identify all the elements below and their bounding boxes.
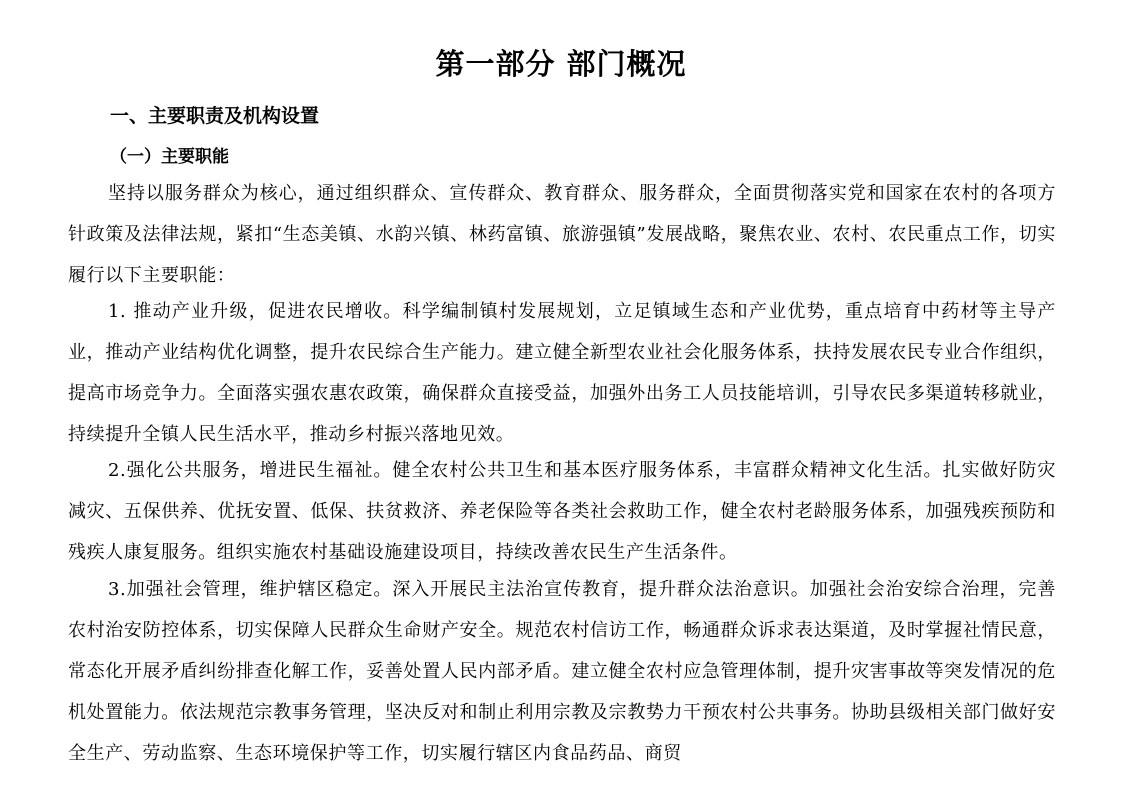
subsection-heading: （一）主要职能 bbox=[110, 147, 229, 167]
intro-paragraph: 坚持以服务群众为核心，通过组织群众、宣传群众、教育群众、服务群众，全面贯彻落实党和国家在农村的各项方针政策及法律法规，紧扣“生态美镇、水韵兴镇、林药富镇、旅游强镇”发展战略，聚焦农业、农村、农民重点工作，切实履行以下主要职能： bbox=[68, 183, 1056, 286]
duty-item-1-paragraph: 1. 推动产业升级，促进农民增收。科学编制镇村发展规划，立足镇域生态和产业优势，重点培育中药材等主导产业，推动产业结构优化调整，提升农民综合生产能力。建立健全新型农业社会化服务体系，扶持发展农民专业合作组织，提高市场竞争力。全面落实强农惠农政策，确保群众直接受益，加强外出务工人员技能培训，引导农民多渠道转移就业，持续提升全镇人民生活水平，推动乡村振兴落地见效。 bbox=[68, 301, 1056, 445]
page-title: 第一部分 部门概况 bbox=[435, 47, 687, 81]
duty-item-2-paragraph: 2.强化公共服务，增进民生福祉。健全农村公共卫生和基本医疗服务体系，丰富群众精神文化生活。扎实做好防灾减灾、五保供养、优抚安置、低保、扶贫救济、养老保险等各类社会救助工作，健全农村老龄服务体系，加强残疾预防和残疾人康复服务。组织实施农村基础设施建设项目，持续改善农民生产生活条件。 bbox=[68, 460, 1056, 563]
duty-item-3-paragraph: 3.加强社会管理，维护辖区稳定。深入开展民主法治宣传教育，提升群众法治意识。加强社会治安综合治理，完善农村治安防控体系，切实保障人民群众生命财产安全。规范农村信访工作，畅通群众诉求表达渠道，及时掌握社情民意，常态化开展矛盾纠纷排查化解工作，妥善处置人民内部矛盾。建立健全农村应急管理体制，提升灾害事故等突发情况的危机处置能力。依法规范宗教事务管理，坚决反对和制止利用宗教及宗教势力干预农村公共事务。协助县级相关部门做好安全生产、劳动监察、生态环境保护等工作，切实履行辖区内食品药品、商贸 bbox=[68, 579, 1056, 764]
section-heading: 一、主要职责及机构设置 bbox=[110, 105, 320, 127]
